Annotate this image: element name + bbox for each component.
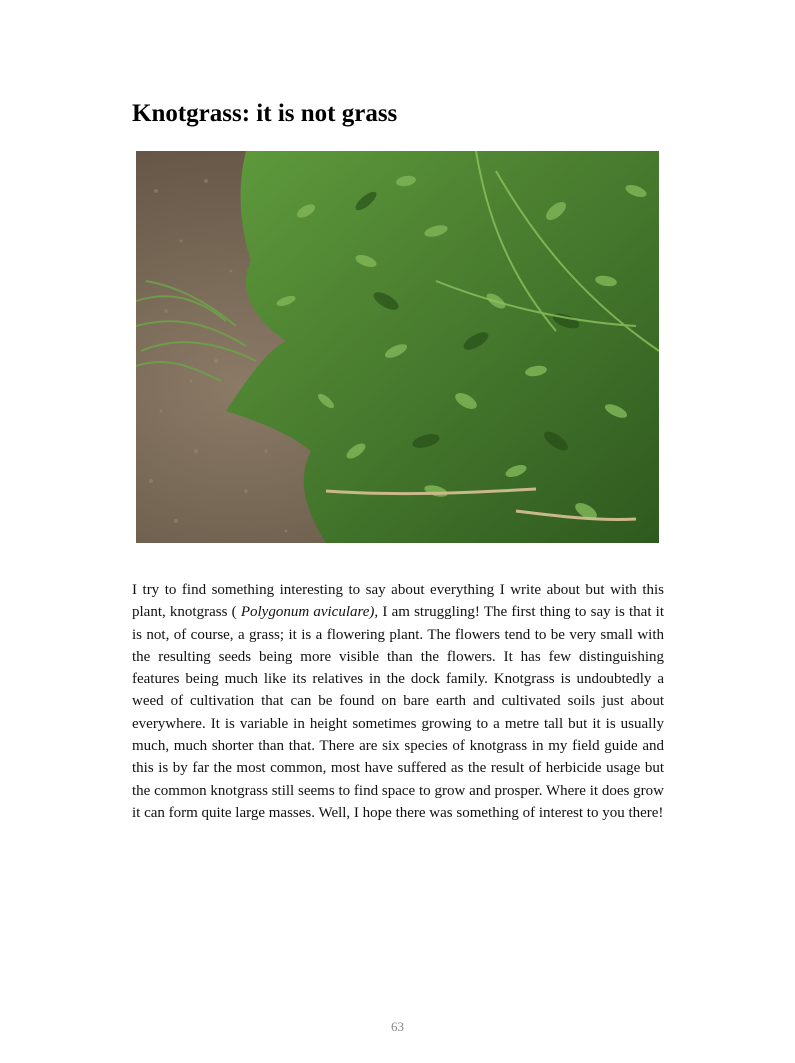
knotgrass-photo xyxy=(136,151,659,543)
page-title: Knotgrass: it is not grass xyxy=(132,100,398,127)
body-paragraph xyxy=(132,579,664,824)
body-text-part1: I try to find something interesting to say about everything I write about but with this plant, knotgrass ( xyxy=(132,582,664,621)
latin-name: Polygonum aviculare), xyxy=(240,604,379,621)
knotgrass-photo-illustration xyxy=(136,151,659,543)
page-number: 63 xyxy=(391,1019,404,1034)
body-text-part2: I am struggling! The first thing to say is that it is not, of course, a grass; it is a flowering plant. The flowers tend to be very small with the resulting seeds being more visible than the flowers. It has few distinguishing features being much like its relatives in the dock family. Knotgrass is undoubtedly a weed of cultivation that can be found on bare earth and cultivated soils just about everywhere. It is variable in height sometimes growing to a metre tall but it is usually much, much shorter than that. There are six species of knotgrass in my field guide and this is by far the most common, most have suffered as the result of herbicide usage but the common knotgrass still seems to find space to grow and prosper. Where it does grow it can form quite large masses. Well, I hope there was something of interest to you there! xyxy=(132,604,665,821)
